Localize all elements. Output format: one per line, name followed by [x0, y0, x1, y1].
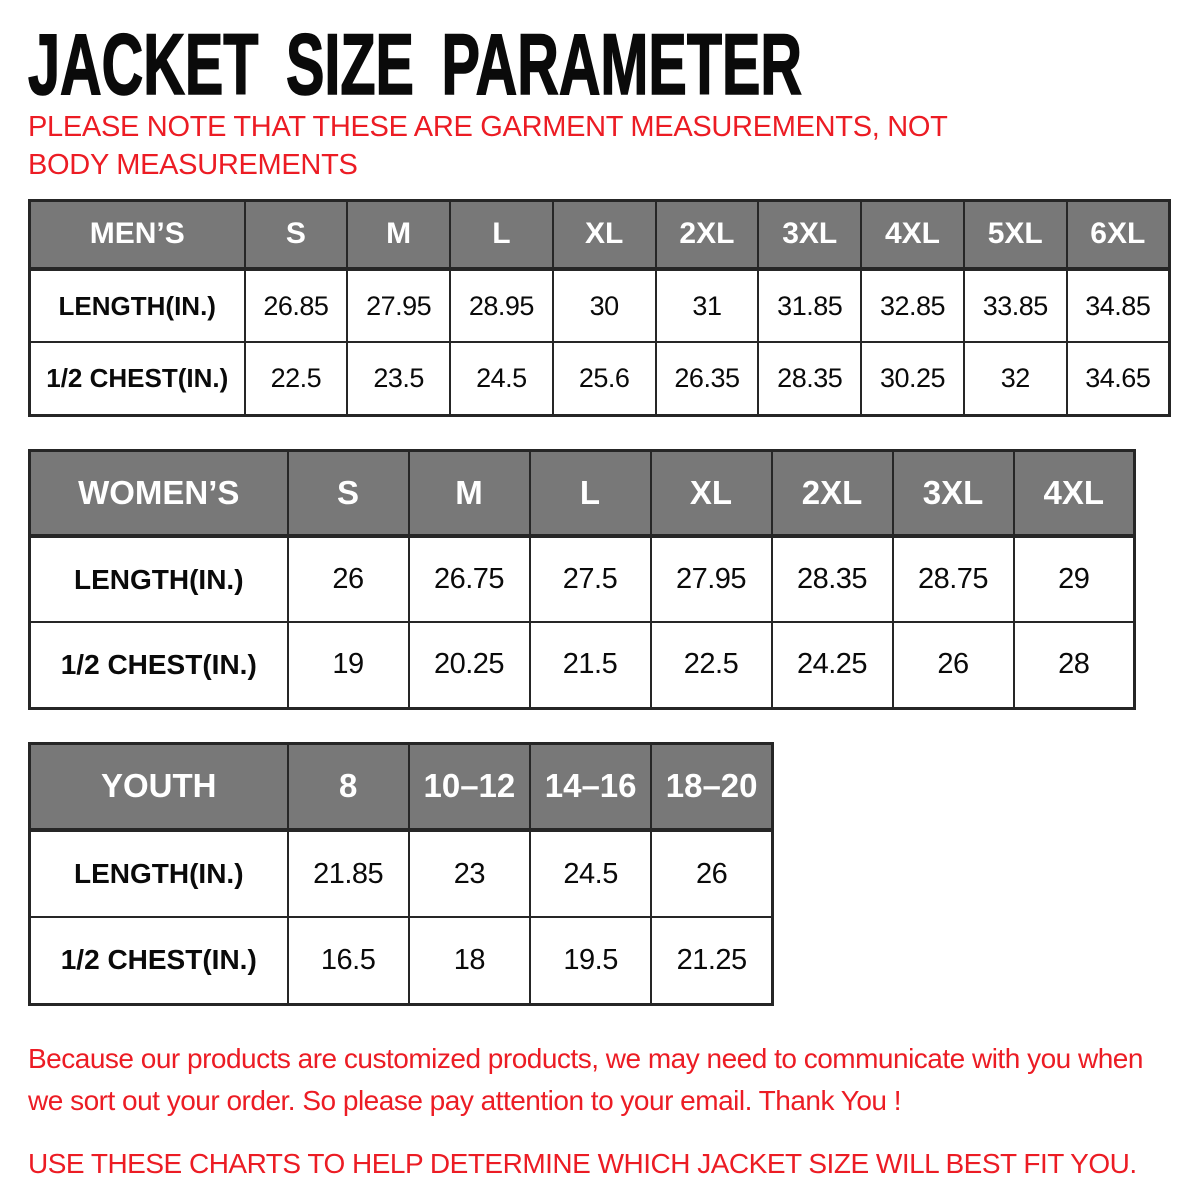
value-cell: 22.5 [651, 622, 772, 708]
size-column-header: M [409, 450, 530, 536]
value-cell: 26.75 [409, 536, 530, 622]
page-title: JACKET SIZE PARAMETER [28, 16, 803, 113]
size-column-header: 6XL [1067, 200, 1170, 269]
mens-size-table [28, 199, 1171, 417]
value-cell: 24.5 [530, 830, 651, 917]
value-cell: 34.85 [1067, 269, 1170, 342]
footer-communication-note: Because our products are customized products, we may need to communicate with you when we sort out your order. So please pay attention to your email. Thank You ! [28, 1042, 1143, 1116]
value-cell: 28.75 [893, 536, 1014, 622]
size-column-header: XL [553, 200, 656, 269]
size-column-header: 2XL [772, 450, 893, 536]
value-cell: 25.6 [553, 342, 656, 415]
value-cell: 26 [651, 830, 772, 917]
size-column-header: S [288, 450, 409, 536]
value-cell: 34.65 [1067, 342, 1170, 415]
size-column-header: 10–12 [409, 743, 530, 830]
value-cell: 18 [409, 917, 530, 1004]
row-label-cell: 1/2 CHEST(IN.) [30, 342, 245, 415]
youth-size-table [28, 742, 774, 1006]
size-column-header: S [245, 200, 348, 269]
value-cell: 30 [553, 269, 656, 342]
value-cell: 27.5 [530, 536, 651, 622]
value-cell: 32 [964, 342, 1067, 415]
value-cell: 22.5 [245, 342, 348, 415]
row-label-cell: 1/2 CHEST(IN.) [30, 917, 288, 1004]
value-cell: 28 [1014, 622, 1135, 708]
size-column-header: 3XL [893, 450, 1014, 536]
value-cell: 29 [1014, 536, 1135, 622]
size-column-header: 3XL [758, 200, 861, 269]
value-cell: 32.85 [861, 269, 964, 342]
value-cell: 21.85 [288, 830, 409, 917]
size-column-header: L [450, 200, 553, 269]
womens-size-table [28, 449, 1136, 710]
value-cell: 30.25 [861, 342, 964, 415]
value-cell: 16.5 [288, 917, 409, 1004]
value-cell: 27.95 [651, 536, 772, 622]
row-label-cell: LENGTH(IN.) [30, 536, 288, 622]
value-cell: 26 [288, 536, 409, 622]
value-cell: 23.5 [347, 342, 450, 415]
value-cell: 28.35 [758, 342, 861, 415]
value-cell: 19 [288, 622, 409, 708]
mens-header-label: MEN’S [30, 200, 245, 269]
value-cell: 33.85 [964, 269, 1067, 342]
value-cell: 28.95 [450, 269, 553, 342]
size-column-header: XL [651, 450, 772, 536]
value-cell: 28.35 [772, 536, 893, 622]
size-column-header: 2XL [656, 200, 759, 269]
footer-chart-usage-note: USE THESE CHARTS TO HELP DETERMINE WHICH JACKET SIZE WILL BEST FIT YOU. [28, 1147, 1137, 1179]
value-cell: 19.5 [530, 917, 651, 1004]
value-cell: 31 [656, 269, 759, 342]
size-column-header: 14–16 [530, 743, 651, 830]
size-column-header: 8 [288, 743, 409, 830]
size-column-header: M [347, 200, 450, 269]
row-label-cell: 1/2 CHEST(IN.) [30, 622, 288, 708]
value-cell: 26.85 [245, 269, 348, 342]
value-cell: 24.25 [772, 622, 893, 708]
value-cell: 26.35 [656, 342, 759, 415]
size-column-header: 4XL [861, 200, 964, 269]
size-column-header: 4XL [1014, 450, 1135, 536]
value-cell: 24.5 [450, 342, 553, 415]
row-label-cell: LENGTH(IN.) [30, 830, 288, 917]
size-column-header: L [530, 450, 651, 536]
value-cell: 23 [409, 830, 530, 917]
value-cell: 31.85 [758, 269, 861, 342]
garment-measurement-note: PLEASE NOTE THAT THESE ARE GARMENT MEASUREMENTS, NOT BODY MEASUREMENTS [28, 111, 948, 182]
row-label-cell: LENGTH(IN.) [30, 269, 245, 342]
value-cell: 21.25 [651, 917, 772, 1004]
womens-header-label: WOMEN’S [30, 450, 288, 536]
value-cell: 26 [893, 622, 1014, 708]
youth-header-label: YOUTH [30, 743, 288, 830]
value-cell: 27.95 [347, 269, 450, 342]
value-cell: 21.5 [530, 622, 651, 708]
value-cell: 20.25 [409, 622, 530, 708]
size-column-header: 5XL [964, 200, 1067, 269]
size-tables [28, 199, 1172, 1006]
size-column-header: 18–20 [651, 743, 772, 830]
